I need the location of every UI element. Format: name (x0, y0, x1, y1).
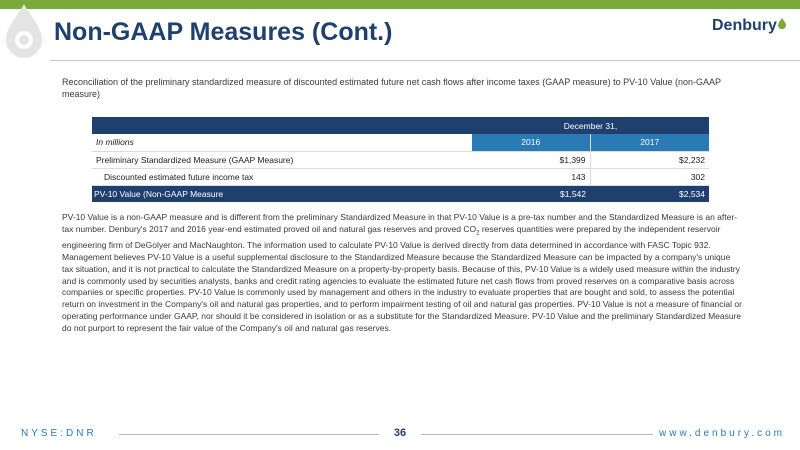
footer-divider (421, 434, 653, 435)
total-value: $1,542 (472, 185, 590, 202)
page-number: 36 (393, 427, 407, 439)
footer-website-link[interactable]: www.denbury.com (659, 428, 785, 439)
co2-subscript: 2 (476, 230, 480, 237)
table-row (92, 151, 709, 168)
paragraph-text: reserves quantities were prepared by the independent reservoir engineering firm of DeGolyer and MacNaughton. The information used to calculate PV-10 Value is derived directly from data determined in accordance with FASC Topic 932. Management believes PV-10 Value is a useful supplemental disclosure to the Standardized Measure because the Standardized Measure can be impacted by a company's unique tax situation, and it is not practical to calculate the Standardized Measure on a property-by-property basis. Because of this, PV-10 Value is a widely used measure within the industry and is commonly used by securities analysts, banks and credit rating agencies to evaluate the estimated future net cash flows from proved reserves on a comparative basis across companies or specific properties. PV-10 Value is commonly used by management and others in the industry to evaluate properties that are bought and sold, to assess the potential return on investment in the Company's oil and natural gas properties, and to perform impairment testing of oil and natural gas properties. PV-10 Value is not a measure of financial or operating performance under GAAP, nor should it be considered in isolation or as a substitute for the Standardized Measure. PV-10 Value and the preliminary Standardized Measure do not purport to represent the fair value of the Company's oil and natural gas reserves. (62, 223, 742, 333)
units-label: In millions (92, 134, 472, 151)
water-drop-icon (2, 2, 46, 60)
footer-divider (119, 434, 379, 435)
year-header: 2016 (472, 134, 590, 151)
row-value: $2,232 (590, 151, 709, 168)
total-label: PV-10 Value (Non-GAAP Measure (92, 185, 472, 202)
row-value: 302 (590, 168, 709, 185)
paragraph-text: PV-10 Value is a non-GAAP measure and is different from the preliminary Standardized Measure in that PV-10 Value is a pre-tax number and the Standardized Measure is an after-tax number. Denbury's 2017 and 2016 year-end estimated proved oil and natural gas reserves and proved CO (62, 212, 738, 234)
table-years-row (92, 134, 709, 151)
row-value: 143 (472, 168, 590, 185)
table-row (92, 168, 709, 185)
brand-logo (712, 17, 786, 35)
row-value: $1,399 (472, 151, 590, 168)
year-header: 2017 (590, 134, 709, 151)
table-caption: Reconciliation of the preliminary standardized measure of discounted estimated future net cash flows after income taxes (GAAP measure) to PV-10 Value (non-GAAP measure) (62, 77, 721, 99)
brand-name: Denbury (712, 17, 777, 34)
total-value: $2,534 (590, 185, 709, 202)
title-divider (50, 60, 800, 61)
table-total-row (92, 185, 709, 202)
page-title: Non-GAAP Measures (Cont.) (54, 18, 393, 46)
top-accent-bar (0, 0, 800, 9)
reconciliation-table (92, 117, 709, 202)
period-header: December 31, (563, 120, 618, 131)
row-label: Preliminary Standardized Measure (GAAP Measure) (92, 151, 472, 168)
footer-ticker: NYSE:DNR (21, 428, 97, 439)
row-label: Discounted estimated future income tax (92, 168, 472, 185)
explanatory-paragraph (62, 212, 742, 335)
brand-drop-icon (778, 18, 786, 29)
table-header-row (92, 117, 709, 134)
